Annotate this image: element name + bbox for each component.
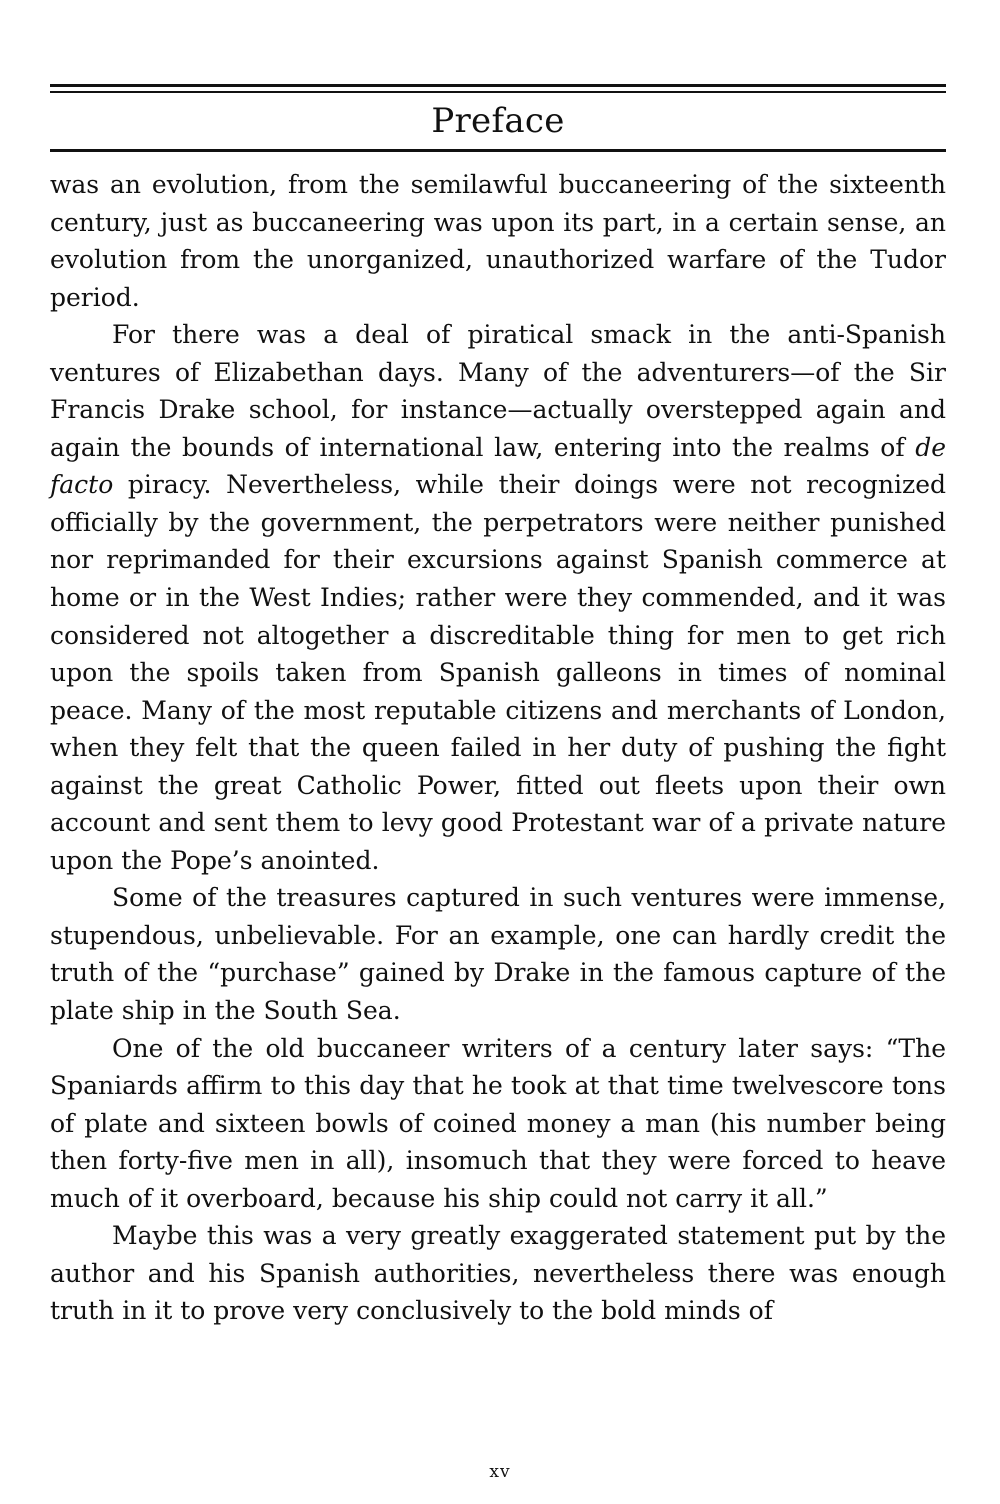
running-head-title: Preface — [431, 101, 565, 141]
paragraph-elizabethan-ventures — [50, 316, 946, 879]
paragraph-treasures: Some of the treasures captured in such ventures were immense, stupendous, unbelievable. For an example, one can hardly credit the truth of the “purchase” gained by Drake in the famous capture of the plate ship in the South Sea. — [50, 883, 946, 1026]
body-text — [50, 166, 946, 1330]
header-bottom-rule — [50, 149, 946, 152]
paragraph-text-after-italic: piracy. Nevertheless, while their doings were not recognized officially by the government, the perpetrators were neither punished nor reprimanded for their excursions against Spanish commerce at home or in the West Indies; rather were they commended, and it was considered not altogether a discreditable thing for men to get rich upon the spoils taken from Spanish galleons in times of nominal peace. Many of the most reputable citizens and merchants of London, when they felt that the queen failed in her duty of pushing the fight against the great Catholic Power, fitted out fleets upon their own account and sent them to levy good Protestant war of a private nature upon the Pope’s anointed. — [50, 470, 946, 875]
header-top-rule — [50, 84, 946, 87]
paragraph-text-before-italic: For there was a deal of piratical smack in the anti-Spanish ventures of Elizabethan days. Many of the adventurers—of the Sir Francis Drake school, for instance—actually overstepped again and again the bounds of international law, entering into the realms of — [50, 320, 946, 462]
paragraph-buccaneer-quote: One of the old buccaneer writers of a century later says: “The Spaniards affirm to this day that he took at that time twelvescore tons of plate and sixteen bowls of coined money a man (his number being then forty-five men in all), insomuch that they were forced to heave much of it overboard, because his ship could not carry it all.” — [50, 1033, 946, 1213]
paragraph-exaggerated-statement: Maybe this was a very greatly exaggerated statement put by the author and his Spanish authorities, nevertheless there was enough truth in it to prove very conclusively to the bold minds of — [50, 1221, 946, 1326]
paragraph-continued: was an evolution, from the semilawful buccaneering of the sixteenth century, just as buccaneering was upon its part, in a certain sense, an evolution from the unorganized, unauthorized warfare of the Tudor period. — [50, 170, 946, 312]
book-page — [50, 84, 946, 1330]
header-second-rule — [50, 91, 946, 93]
page-number: xv — [489, 1462, 511, 1482]
italic-phrase: de facto — [50, 432, 946, 500]
